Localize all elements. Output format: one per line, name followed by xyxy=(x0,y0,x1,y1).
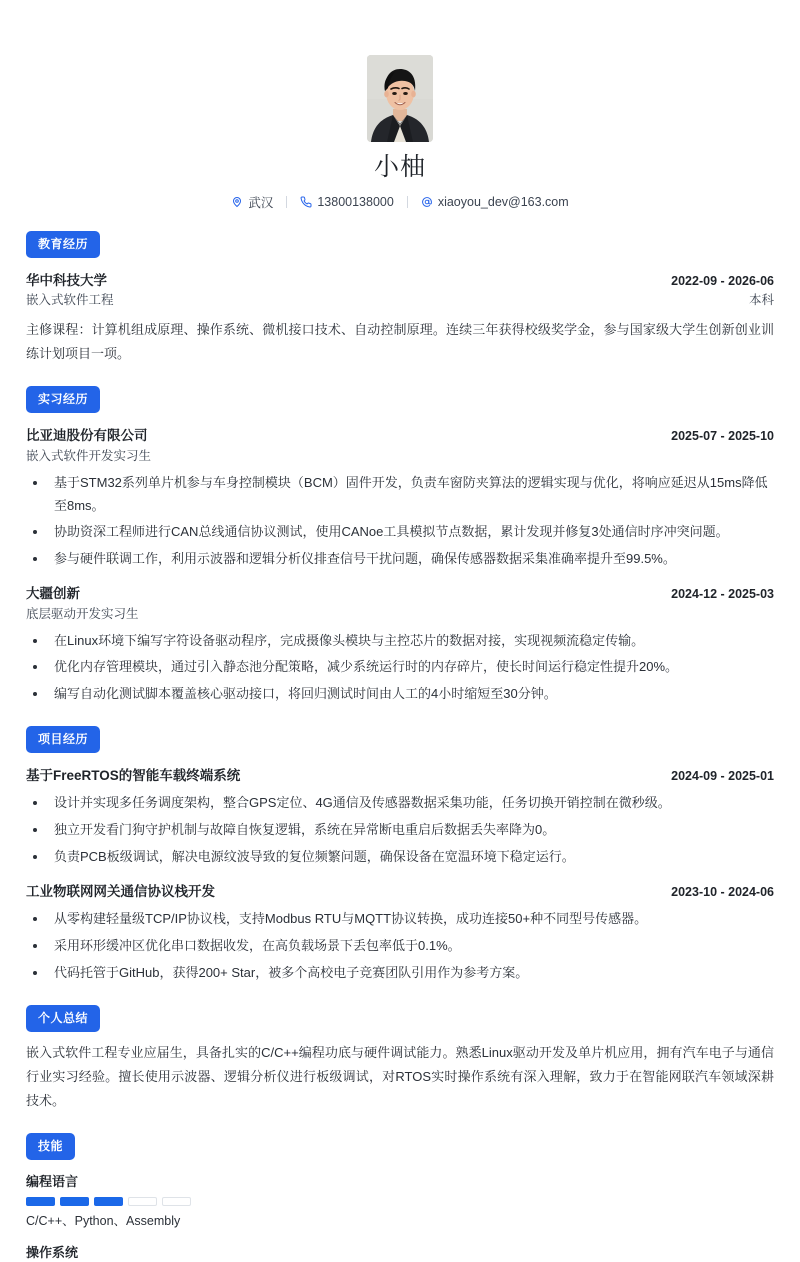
section-internship xyxy=(26,386,774,706)
list-item: 参与硬件联调工作，利用示波器和逻辑分析仪排查信号干扰问题，确保传感器数据采集准确率提升至99.5%。 xyxy=(26,548,774,571)
resume-header xyxy=(26,0,774,211)
list-item: 基于STM32系列单片机参与车身控制模块（BCM）固件开发，负责车窗防夹算法的逻辑实现与优化，将响应延迟从15ms降低至8ms。 xyxy=(26,472,774,518)
internship-date: 2025-07 - 2025-10 xyxy=(671,429,774,444)
contact-divider xyxy=(407,196,408,208)
skill-segment-empty xyxy=(128,1197,157,1206)
entry-head xyxy=(26,271,774,291)
list-item: 从零构建轻量级TCP/IP协议栈，支持Modbus RTU与MQTT协议转换，成功连接50+种不同型号传感器。 xyxy=(26,908,774,931)
project-name: 基于FreeRTOS的智能车载终端系统 xyxy=(26,767,241,783)
section-skills xyxy=(26,1133,774,1262)
skill-segment-empty xyxy=(162,1197,191,1206)
location-pin-icon xyxy=(231,196,243,208)
list-item: 在Linux环境下编写字符设备驱动程序，完成摄像头模块与主控芯片的数据对接，实现视频流稳定传输。 xyxy=(26,630,774,653)
internship-bullets xyxy=(26,630,774,706)
skill-name: 编程语言 xyxy=(26,1173,79,1189)
section-education xyxy=(26,231,774,367)
summary-paragraph: 嵌入式软件工程专业应届生，具备扎实的C/C++编程功底与硬件调试能力。熟悉Linux驱动开发及单片机应用，拥有汽车电子与通信行业实习经验。擅长使用示波器、逻辑分析仪进行板级调试，对RTOS实时操作系统有深入理解，致力于在智能网联汽车领域深耕技术。 xyxy=(26,1044,774,1108)
contact-divider xyxy=(286,196,287,208)
project-entry xyxy=(26,766,774,869)
section-badge-summary: 个人总结 xyxy=(26,1005,100,1032)
list-item: 设计并实现多任务调度架构，整合GPS定位、4G通信及传感器数据采集功能，任务切换开销控制在微秒级。 xyxy=(26,792,774,815)
entry-head xyxy=(26,584,774,604)
contact-email xyxy=(421,195,569,209)
job-title: 嵌入式软件开发实习生 xyxy=(26,448,152,463)
project-name: 工业物联网网关通信协议栈开发 xyxy=(26,883,215,899)
education-entry xyxy=(26,271,774,310)
entry-sub xyxy=(26,447,774,465)
education-paragraph: 主修课程：计算机组成原理、操作系统、微机接口技术、自动控制原理。连续三年获得校级奖学金，参与国家级大学生创新创业训练计划项目一项。 xyxy=(26,322,774,362)
company-name: 大疆创新 xyxy=(26,585,80,601)
project-date: 2024-09 - 2025-01 xyxy=(671,768,774,783)
contact-location xyxy=(231,193,273,211)
school-name: 华中科技大学 xyxy=(26,272,107,288)
entry-head xyxy=(26,426,774,446)
section-badge-internship: 实习经历 xyxy=(26,386,100,413)
project-bullets xyxy=(26,908,774,984)
entry-head xyxy=(26,766,774,786)
major: 嵌入式软件工程 xyxy=(26,293,114,308)
contact-phone xyxy=(300,195,393,209)
internship-bullets xyxy=(26,472,774,571)
list-item: 优化内存管理模块，通过引入静态池分配策略，减少系统运行时的内存碎片，使长时间运行稳定性提升20%。 xyxy=(26,656,774,679)
skill-segment-filled xyxy=(60,1197,89,1206)
degree: 本科 xyxy=(748,293,774,308)
internship-date: 2024-12 - 2025-03 xyxy=(671,586,774,601)
skill-detail: C/C++、Python、Assembly xyxy=(26,1214,181,1229)
contact-email-label: xiaoyou_dev@163.com xyxy=(437,194,569,209)
list-item: 编写自动化测试脚本覆盖核心驱动接口，将回归测试时间由人工的4小时缩短至30分钟。 xyxy=(26,683,774,706)
list-item: 负责PCB板级调试，解决电源纹波导致的复位频繁问题，确保设备在宽温环境下稳定运行。 xyxy=(26,846,774,869)
internship-entry xyxy=(26,426,774,571)
skill-segment-filled xyxy=(94,1197,123,1206)
section-summary xyxy=(26,1005,774,1113)
company-name: 比亚迪股份有限公司 xyxy=(26,428,148,444)
skill-block xyxy=(26,1243,774,1262)
avatar xyxy=(367,55,433,142)
project-entry xyxy=(26,882,774,985)
skill-name: 操作系统 xyxy=(26,1244,79,1260)
section-badge-education: 教育经历 xyxy=(26,231,100,258)
at-email-icon xyxy=(421,196,433,208)
phone-icon xyxy=(300,196,312,208)
education-date: 2022-09 - 2026-06 xyxy=(671,273,774,288)
section-badge-projects: 项目经历 xyxy=(26,726,100,753)
entry-sub xyxy=(26,605,774,623)
list-item: 独立开发看门狗守护机制与故障自恢复逻辑，系统在异常断电重启后数据丢失率降为0。 xyxy=(26,819,774,842)
list-item: 协助资深工程师进行CAN总线通信协议测试，使用CANoe工具模拟节点数据，累计发现并修复3处通信时序冲突问题。 xyxy=(26,521,774,544)
skill-segment-filled xyxy=(26,1197,55,1206)
project-bullets xyxy=(26,792,774,868)
contact-row xyxy=(26,193,774,211)
contact-location-label: 武汉 xyxy=(248,195,274,210)
section-projects xyxy=(26,726,774,985)
section-badge-skills: 技能 xyxy=(26,1133,75,1160)
project-date: 2023-10 - 2024-06 xyxy=(671,884,774,899)
entry-sub xyxy=(26,291,774,309)
skill-rating-bars xyxy=(26,1197,774,1206)
entry-head xyxy=(26,882,774,902)
job-title: 底层驱动开发实习生 xyxy=(26,606,139,621)
internship-entry xyxy=(26,584,774,706)
contact-phone-label: 13800138000 xyxy=(317,194,394,209)
list-item: 采用环形缓冲区优化串口数据收发，在高负载场景下丢包率低于0.1%。 xyxy=(26,935,774,958)
list-item: 代码托管于GitHub，获得200+ Star，被多个高校电子竞赛团队引用作为参考方案。 xyxy=(26,962,774,985)
skill-block xyxy=(26,1172,774,1231)
page-title: 小柚 xyxy=(373,153,426,181)
